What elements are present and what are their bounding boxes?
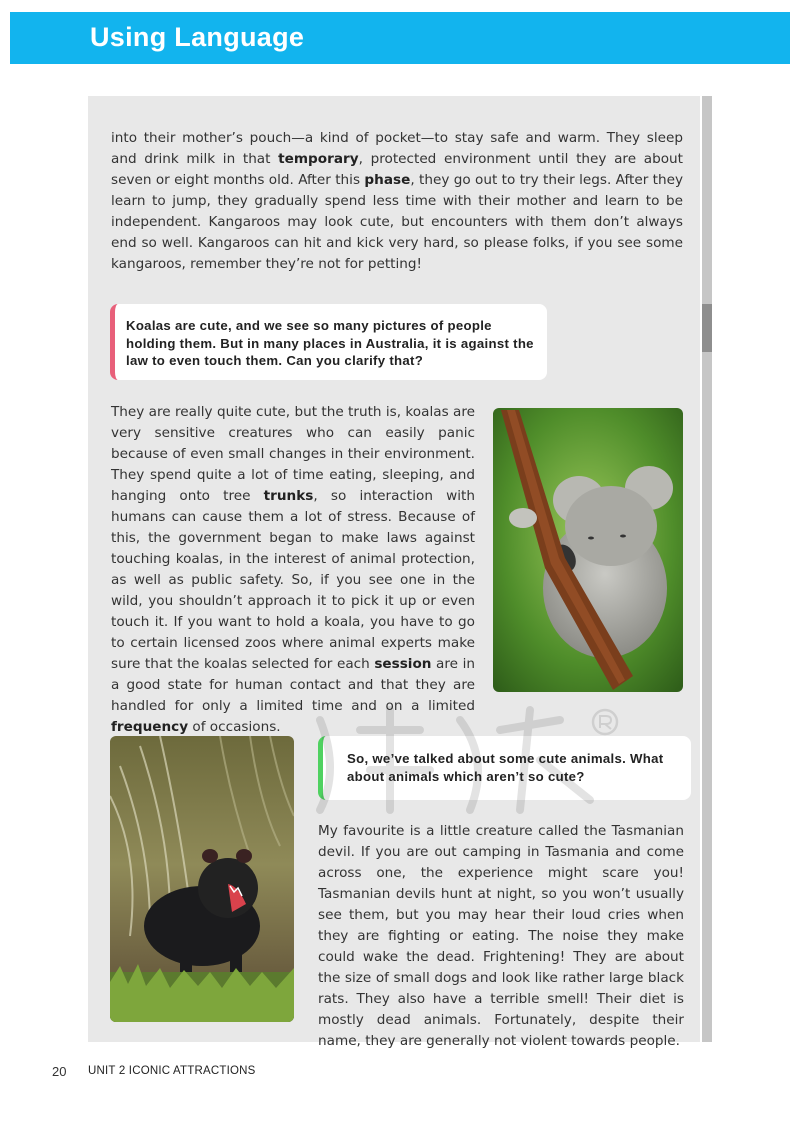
tasmanian-devil-paragraph: My favourite is a little creature called the Tasmanian devil. If you are out camping in Tasmania and come across one, the experience might scare you! Tasmanian devils hunt at night, so you won’t usually see them, but you may hear their loud cries when they are fighting or eating. The noise they make could wake the dead. Frightening! They are about the size of small dogs and look like rather large black rats. They also have a terrible smell! Their diet is mostly dead animals. Fortunately, despite their name, they are generally not violent towards people. <box>318 823 684 1049</box>
vocab-trunks: trunks <box>263 488 314 504</box>
koala-paragraph: They are really quite cute, but the truth is, koalas are very sensitive creatures who can easily panic because of even small changes in their environment. They spend quite a lot of time eating, sleeping, and hanging onto tree trunks, so interaction with humans can cause them a lot of stress. Because of this, the government began to make laws against touching koalas, in the interest of animal protection, as well as public safety. So, if you see one in the wild, you shouldn’t approach it to pick it up or even touch it. If you want to hold a koala, you have to go to certain licensed zoos where animal experts make sure that the koalas selected for each session are in a good state for human contact and that they are handled for only a limited time and on a limited frequency of occasions. <box>111 404 475 735</box>
vocab-frequency: frequency <box>111 719 189 735</box>
tasmanian-devil-photo <box>110 736 294 1022</box>
vocab-temporary: temporary <box>278 151 359 167</box>
page-title: Using Language <box>90 22 305 52</box>
koala-photo <box>493 408 683 692</box>
tasmanian-devil-illustration <box>110 736 294 1022</box>
question-box-not-cute <box>318 736 691 800</box>
question-text: Koalas are cute, and we see so many pictures of people holding them. But in many places in Australia, it is against the law to even touch them. Can you clarify that? <box>126 318 534 368</box>
question-text: So, we’ve talked about some cute animals. What about animals which aren’t so cute? <box>347 751 664 784</box>
header-bar <box>10 12 790 64</box>
question-box-koalas <box>110 304 547 380</box>
scrollbar[interactable] <box>702 96 712 1042</box>
page-number: 20 <box>52 1064 67 1079</box>
vocab-phase: phase <box>364 172 411 188</box>
scrollbar-thumb[interactable] <box>702 304 712 352</box>
vocab-session: session <box>374 656 432 672</box>
kangaroo-paragraph: into their mother’s pouch—a kind of pocket—to stay safe and warm. They sleep and drink milk in that temporary, protected environment until they are about seven or eight months old. After this phase, they go out to try their legs. After they learn to jump, they gradually spend less time with their mother and learn to be independent. Kangaroos may look cute, but encounters with them don’t always end so well. Kangaroos can hit and kick very hard, so please folks, if you see some kangaroos, remember they’re not for petting! <box>111 130 684 272</box>
koala-illustration <box>493 408 683 692</box>
unit-label: UNIT 2 ICONIC ATTRACTIONS <box>88 1065 256 1077</box>
